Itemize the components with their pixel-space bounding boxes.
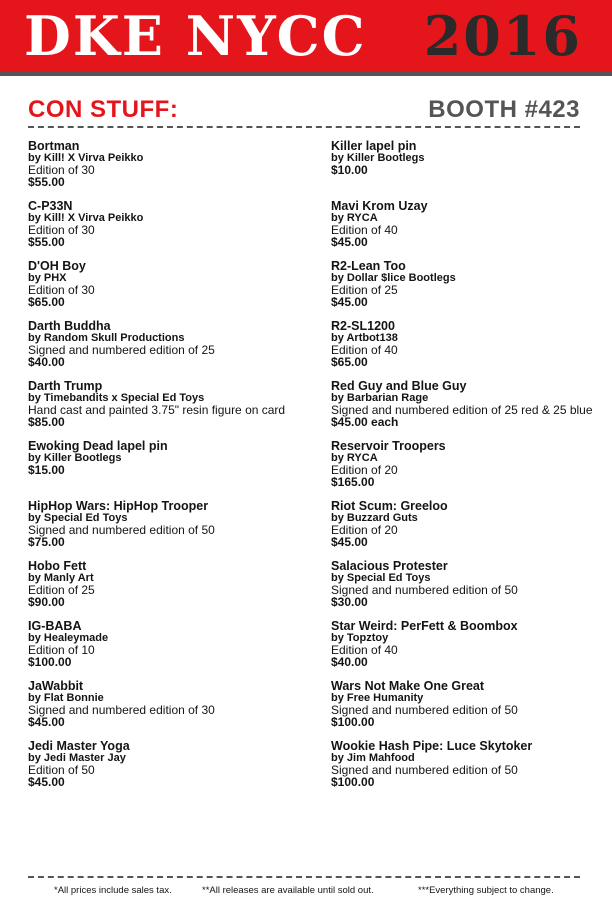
item-edition: Hand cast and painted 3.75" resin figure on card bbox=[28, 403, 286, 417]
item-price: $45.00 bbox=[331, 535, 368, 549]
item-name: D'OH Boy bbox=[28, 259, 86, 273]
footer-divider bbox=[28, 876, 580, 878]
item-price: $85.00 bbox=[28, 415, 65, 429]
item-name: JaWabbit bbox=[28, 679, 84, 693]
item-edition: Edition of 10 bbox=[28, 643, 95, 657]
item-edition: Edition of 50 bbox=[28, 763, 95, 777]
item-name: Ewoking Dead lapel pin bbox=[28, 439, 168, 453]
item-name: Wookie Hash Pipe: Luce Skytoker bbox=[331, 739, 533, 753]
item-artist: by Artbot138 bbox=[331, 332, 398, 344]
list-item bbox=[331, 440, 612, 500]
item-price: $55.00 bbox=[28, 175, 65, 189]
banner-title: DKE NYCC bbox=[24, 4, 367, 68]
item-name: Darth Buddha bbox=[28, 319, 111, 333]
item-edition: Edition of 40 bbox=[331, 643, 398, 657]
footer-note-change: ***Everything subject to change. bbox=[418, 885, 554, 896]
item-artist: by Kill! X Virva Peikko bbox=[28, 212, 144, 224]
item-price: $30.00 bbox=[331, 595, 368, 609]
item-edition: Edition of 30 bbox=[28, 163, 95, 177]
item-artist: by Buzzard Guts bbox=[331, 512, 418, 524]
item-price: $15.00 bbox=[28, 463, 65, 477]
list-item bbox=[331, 740, 612, 800]
item-price: $165.00 bbox=[331, 475, 375, 489]
item-price: $100.00 bbox=[28, 655, 72, 669]
item-artist: by Jim Mahfood bbox=[331, 752, 415, 764]
item-artist: by Free Humanity bbox=[331, 692, 424, 704]
item-name: Red Guy and Blue Guy bbox=[331, 379, 467, 393]
booth-number: BOOTH #423 bbox=[428, 96, 580, 123]
item-price: $100.00 bbox=[331, 775, 375, 789]
item-name: Salacious Protester bbox=[331, 559, 448, 573]
item-edition: Signed and numbered edition of 50 bbox=[28, 523, 215, 537]
item-edition: Edition of 40 bbox=[331, 343, 398, 357]
item-edition: Signed and numbered edition of 25 red & 25 blue bbox=[331, 403, 593, 417]
item-price: $55.00 bbox=[28, 235, 65, 249]
list-item bbox=[331, 500, 612, 560]
item-artist: by Manly Art bbox=[28, 572, 94, 584]
item-price: $100.00 bbox=[331, 715, 375, 729]
item-edition: Edition of 30 bbox=[28, 223, 95, 237]
item-edition: Edition of 20 bbox=[331, 523, 398, 537]
item-artist: by Special Ed Toys bbox=[331, 572, 431, 584]
item-price: $90.00 bbox=[28, 595, 65, 609]
item-price: $45.00 bbox=[331, 235, 368, 249]
list-item bbox=[331, 680, 612, 740]
item-artist: by Kill! X Virva Peikko bbox=[28, 152, 144, 164]
item-price: $40.00 bbox=[331, 655, 368, 669]
item-artist: by Dollar $lice Bootlegs bbox=[331, 272, 456, 284]
item-artist: by Flat Bonnie bbox=[28, 692, 104, 704]
list-item bbox=[28, 740, 313, 800]
item-price: $45.00 bbox=[28, 715, 65, 729]
list-item bbox=[28, 440, 313, 500]
item-edition: Signed and numbered edition of 25 bbox=[28, 343, 215, 357]
item-name: Darth Trump bbox=[28, 379, 103, 393]
item-edition: Signed and numbered edition of 50 bbox=[331, 763, 518, 777]
item-price: $75.00 bbox=[28, 535, 65, 549]
item-edition: Signed and numbered edition of 50 bbox=[331, 583, 518, 597]
list-item bbox=[331, 140, 612, 200]
item-artist: by Killer Bootlegs bbox=[331, 152, 425, 164]
list-item bbox=[331, 200, 612, 260]
list-item bbox=[28, 260, 313, 320]
list-item bbox=[28, 380, 313, 440]
item-name: Reservoir Troopers bbox=[331, 439, 446, 453]
list-item bbox=[331, 380, 612, 440]
item-edition: Edition of 40 bbox=[331, 223, 398, 237]
item-artist: by Random Skull Productions bbox=[28, 332, 185, 344]
item-name: HipHop Wars: HipHop Trooper bbox=[28, 499, 209, 513]
item-price: $10.00 bbox=[331, 163, 368, 177]
item-price: $65.00 bbox=[331, 355, 368, 369]
item-artist: by RYCA bbox=[331, 212, 378, 224]
left-item-column bbox=[28, 140, 313, 800]
item-artist: by Special Ed Toys bbox=[28, 512, 128, 524]
list-item bbox=[28, 200, 313, 260]
item-name: Jedi Master Yoga bbox=[28, 739, 130, 753]
banner-year: 2016 bbox=[423, 4, 582, 68]
item-name: C-P33N bbox=[28, 199, 73, 213]
item-price: $40.00 bbox=[28, 355, 65, 369]
item-price: $65.00 bbox=[28, 295, 65, 309]
item-edition: Signed and numbered edition of 50 bbox=[331, 703, 518, 717]
item-name: R2-SL1200 bbox=[331, 319, 395, 333]
list-item bbox=[28, 320, 313, 380]
item-name: Killer lapel pin bbox=[331, 139, 417, 153]
item-name: R2-Lean Too bbox=[331, 259, 406, 273]
item-name: IG-BABA bbox=[28, 619, 82, 633]
item-name: Star Weird: PerFett & Boombox bbox=[331, 619, 518, 633]
right-item-column bbox=[331, 140, 612, 800]
list-item bbox=[331, 260, 612, 320]
item-name: Bortman bbox=[28, 139, 80, 153]
item-edition: Edition of 25 bbox=[28, 583, 95, 597]
item-price: $45.00 bbox=[331, 295, 368, 309]
item-artist: by Killer Bootlegs bbox=[28, 452, 122, 464]
item-artist: by PHX bbox=[28, 272, 67, 284]
item-edition: Edition of 25 bbox=[331, 283, 398, 297]
item-artist: by Jedi Master Jay bbox=[28, 752, 126, 764]
list-item bbox=[331, 560, 612, 620]
item-name: Mavi Krom Uzay bbox=[331, 199, 428, 213]
item-artist: by Healeymade bbox=[28, 632, 109, 644]
list-item bbox=[28, 620, 313, 680]
list-item bbox=[331, 620, 612, 680]
item-name: Wars Not Make One Great bbox=[331, 679, 485, 693]
section-header bbox=[28, 96, 580, 128]
item-edition: Signed and numbered edition of 30 bbox=[28, 703, 215, 717]
list-item bbox=[28, 500, 313, 560]
list-item bbox=[331, 320, 612, 380]
item-name: Hobo Fett bbox=[28, 559, 87, 573]
item-artist: by Topztoy bbox=[331, 632, 389, 644]
item-edition: Edition of 30 bbox=[28, 283, 95, 297]
list-item bbox=[28, 560, 313, 620]
footer-note-availability: **All releases are available until sold out. bbox=[202, 885, 374, 896]
item-artist: by Barbarian Rage bbox=[331, 392, 429, 404]
con-stuff-heading: CON STUFF: bbox=[28, 96, 179, 123]
item-artist: by RYCA bbox=[331, 452, 378, 464]
item-edition: Edition of 20 bbox=[331, 463, 398, 477]
list-item bbox=[28, 680, 313, 740]
footer-note-tax: *All prices include sales tax. bbox=[54, 885, 172, 896]
item-price: $45.00 each bbox=[331, 415, 399, 429]
item-price: $45.00 bbox=[28, 775, 65, 789]
title-banner bbox=[0, 0, 612, 76]
item-name: Riot Scum: Greeloo bbox=[331, 499, 448, 513]
item-artist: by Timebandits x Special Ed Toys bbox=[28, 392, 205, 404]
list-item bbox=[28, 140, 313, 200]
